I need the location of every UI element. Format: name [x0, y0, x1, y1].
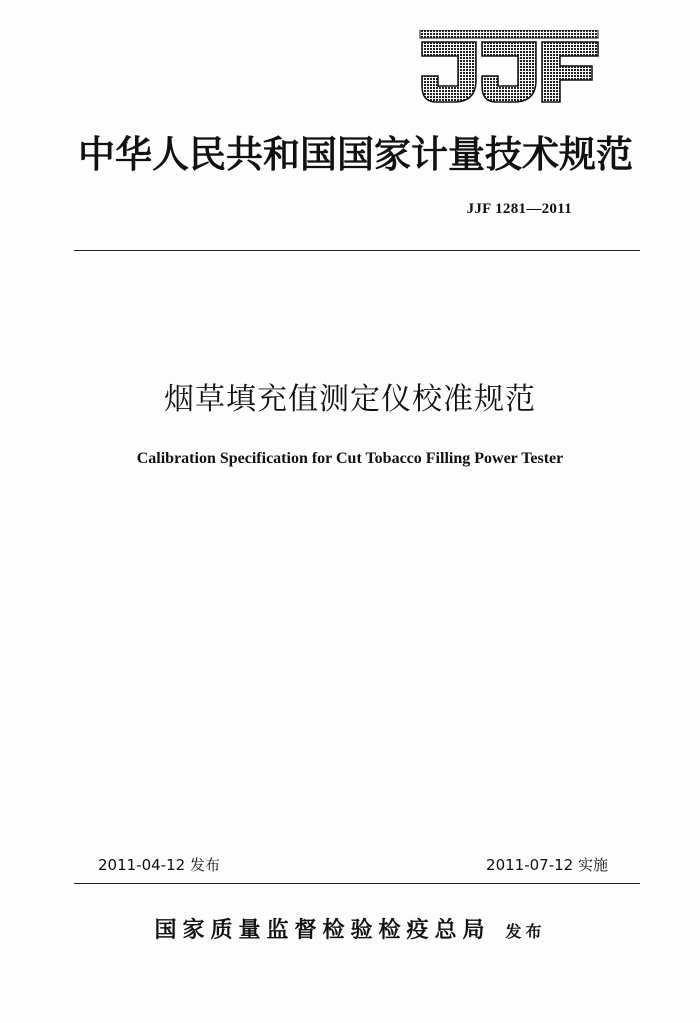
issuer-line	[0, 913, 700, 944]
issuer-suffix: 发布	[505, 922, 546, 941]
specification-code: JJF 1281—2011	[466, 201, 572, 217]
national-standard-title: 中华人民共和国国家计量技术规范	[78, 132, 633, 176]
document-title-english: Calibration Specification for Cut Tobacco Filling Power Tester	[136, 450, 564, 467]
top-divider	[74, 250, 640, 251]
document-title-chinese: 烟草填充值测定仪校准规范	[164, 382, 536, 417]
jjf-logo	[418, 30, 600, 104]
publish-date: 2011-04-12 发布	[98, 856, 220, 874]
implementation-date: 2011-07-12 实施	[486, 856, 608, 874]
bottom-divider	[74, 883, 640, 884]
issuing-authority: 国家质量监督检验检疫总局	[154, 917, 491, 943]
